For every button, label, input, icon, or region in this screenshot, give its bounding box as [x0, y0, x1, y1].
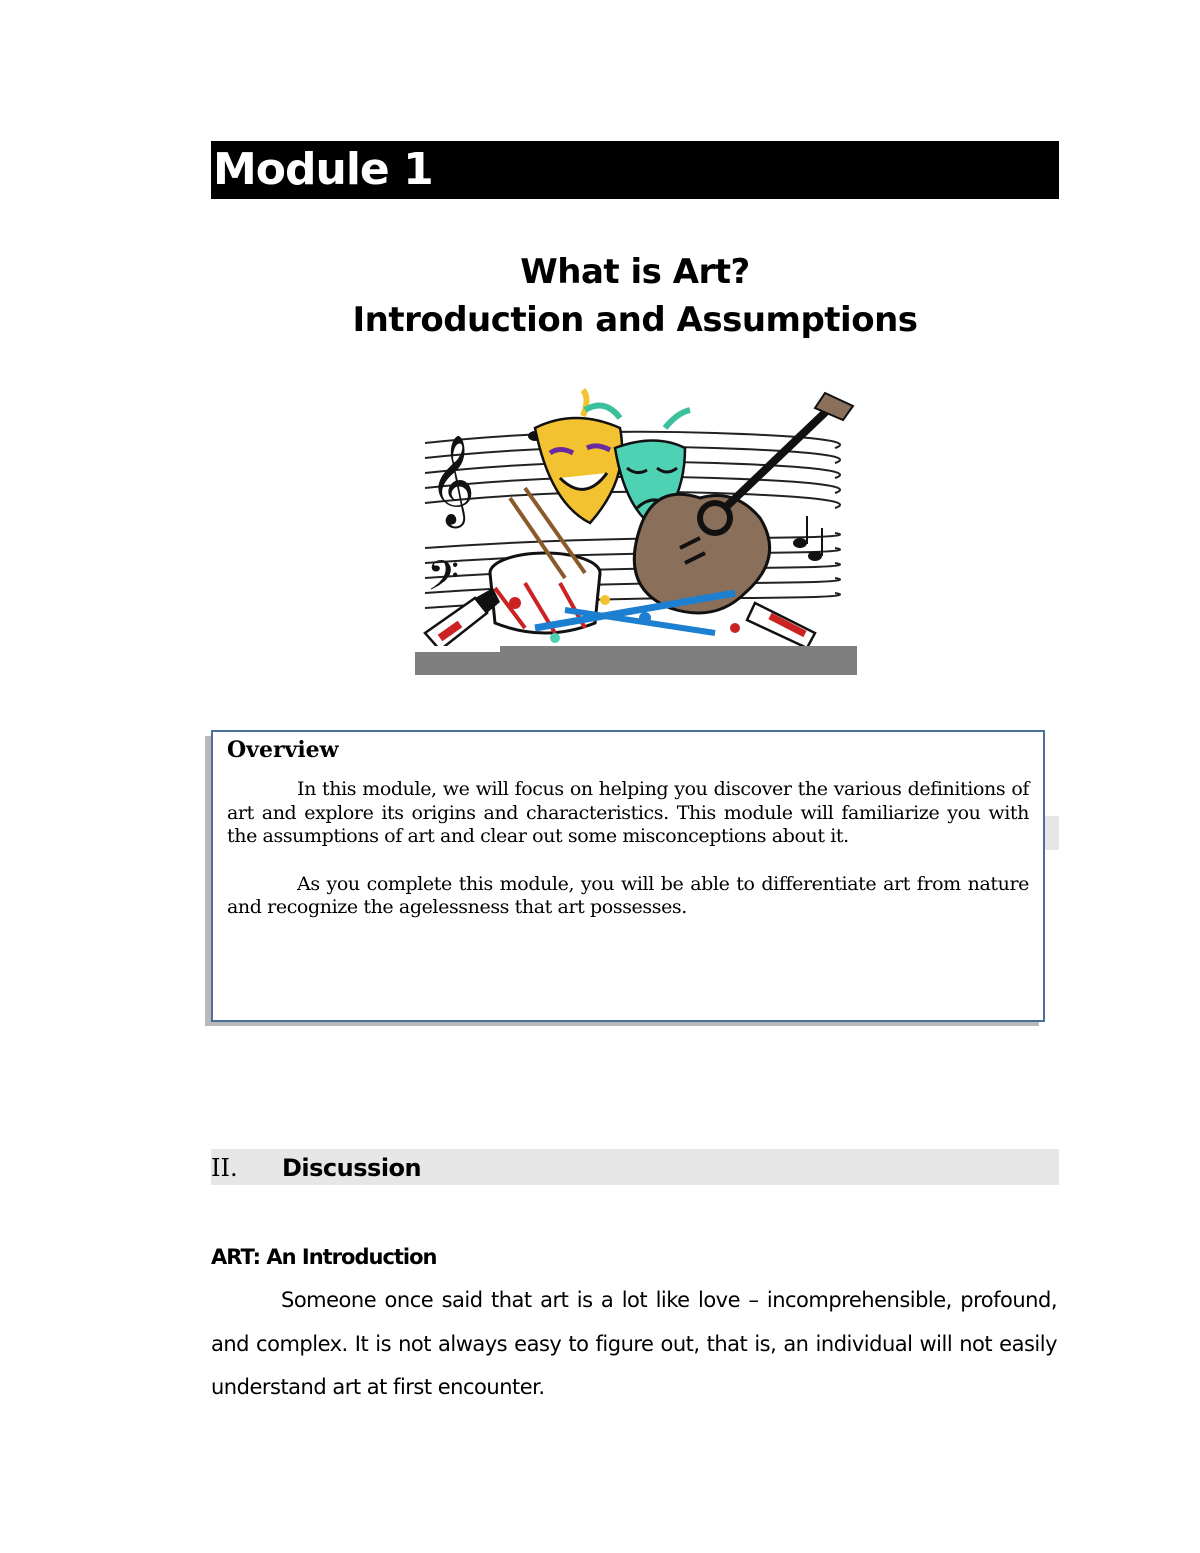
section-title: Discussion: [282, 1154, 422, 1182]
overview-box: [211, 730, 1045, 1022]
page-title: [211, 248, 1059, 344]
discussion-subheading: ART: An Introduction: [211, 1245, 437, 1269]
module-header-bar: [211, 141, 1059, 199]
discussion-paragraph: Someone once said that art is a lot like love – incomprehensible, profound, and complex. It is not always easy to figure out, that is, an individual will not easily understand art at first encounter.: [211, 1288, 1057, 1399]
overview-paragraph-1: In this module, we will focus on helping you discover the various definitions of art and explore its origins and characteristics. This module will familiarize you with the assumptions of art and clear out some misconceptions about it.: [227, 778, 1029, 847]
overview-paragraph-2: As you complete this module, you will be able to differentiate art from nature and recognize the agelessness that art possesses.: [227, 872, 1029, 918]
svg-text:𝄢: 𝄢: [427, 552, 460, 610]
svg-text:𝄞: 𝄞: [429, 435, 476, 525]
module-label: Module 1: [213, 144, 433, 195]
title-line-1: What is Art?: [520, 252, 750, 292]
section-number: II.: [211, 1154, 238, 1182]
title-line-2: Introduction and Assumptions: [352, 300, 918, 340]
overview-heading: Overview: [227, 737, 339, 763]
arts-collage-illustration: [415, 388, 857, 675]
